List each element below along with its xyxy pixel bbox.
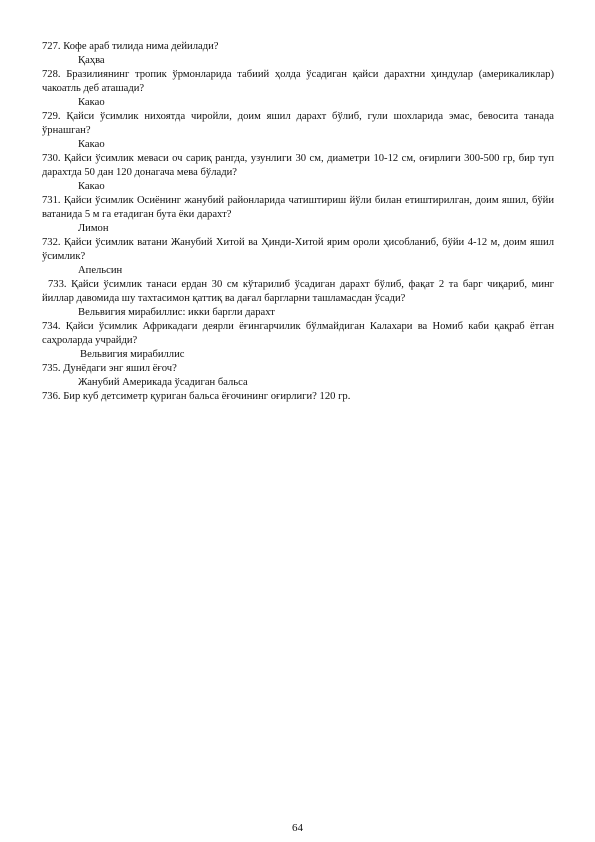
answer-733: Вельвигия мирабиллис: икки баргли дарахт: [78, 307, 275, 318]
answer-731: Лимон: [78, 223, 109, 234]
answer-735: Жанубий Америкада ўсадиган бальса: [78, 377, 248, 388]
question-729: 729. Қайси ўсимлик нихоятда чиройли, доим яшил дарахт бўлиб, гули шохларида эмас, бевосита танада ўрнашган?: [42, 111, 554, 136]
question-731: 731. Қайси ўсимлик Осиёнинг жанубий районларида чатиштириш йўли билан етиштирилган, доим яшил, бўйи ватанида 5 м га етадиган бута ёки дарахт?: [42, 195, 554, 220]
answer-734: Вельвигия мирабиллис: [80, 349, 185, 360]
question-730: 730. Қайси ўсимлик меваси оч сариқ рангда, узунлиги 30 см, диаметри 10-12 см, оғирлиги 300-500 гр, бир туп дарахтда 50 дан 120 донагача мева бўлади?: [42, 153, 554, 178]
question-736: 736. Бир куб детсиметр қуриган бальса ёғочининг оғирлиги? 120 гр.: [42, 391, 351, 402]
question-733: 733. Қайси ўсимлик танаси ердан 30 см кўтарилиб ўсадиган дарахт бўлиб, фақат 2 та барг чиқариб, минг йиллар давомида шу тахтасимон қаттиқ ва дағал баргларни ташламасдан ўсади?: [42, 279, 554, 304]
answer-730: Какао: [78, 181, 105, 192]
answer-732: Апельсин: [78, 265, 123, 276]
answer-727: Қаҳва: [78, 55, 105, 66]
page-number: 64: [292, 822, 303, 834]
answer-728: Какао: [78, 97, 105, 108]
question-735: 735. Дунёдаги энг яшил ёғоч?: [42, 363, 177, 374]
answer-729: Какао: [78, 139, 105, 150]
question-732: 732. Қайси ўсимлик ватани Жанубий Хитой ва Ҳинди-Хитой ярим ороли ҳисобланиб, бўйи 4-12 м, доим яшил ўсимлик?: [42, 237, 554, 262]
question-727: 727. Кофе араб тилида нима дейилади?: [42, 41, 219, 52]
question-734: 734. Қайси ўсимлик Африкадаги деярли ёғингарчилик бўлмайдиган Калахари ва Номиб каби қақраб ётган саҳроларда учрайди?: [42, 321, 554, 346]
document-page: [42, 40, 554, 404]
question-728: 728. Бразилиянинг тропик ўрмонларида табиий ҳолда ўсадиган қайси дарахтни ҳиндулар (америкаликлар) чакоатль деб аташади?: [42, 69, 554, 94]
